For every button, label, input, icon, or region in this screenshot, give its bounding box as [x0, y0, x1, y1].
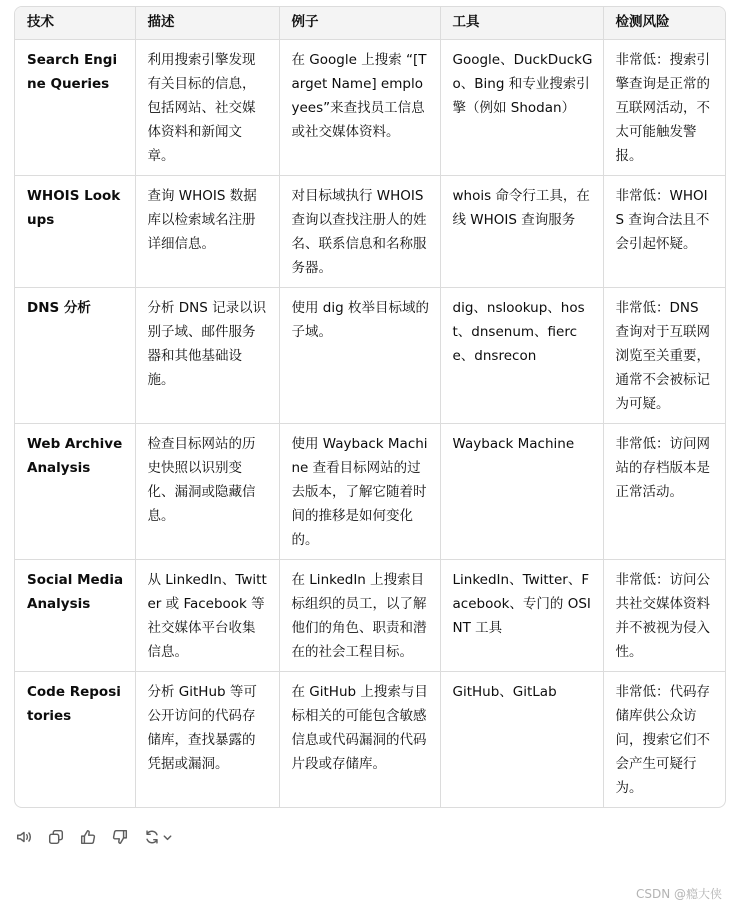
example-cell: 使用 Wayback Machine 查看目标网站的过去版本，了解它随着时间的推移是如何变化的。 — [279, 424, 440, 560]
risk-cell: 非常低：访问公共社交媒体资料并不被视为侵入性。 — [603, 560, 725, 672]
copy-button[interactable] — [46, 827, 66, 847]
read-aloud-button[interactable] — [14, 827, 34, 847]
technique-cell: Web Archive Analysis — [15, 424, 135, 560]
tools-cell: whois 命令行工具，在线 WHOIS 查询服务 — [440, 176, 603, 288]
description-cell: 分析 DNS 记录以识别子域、邮件服务器和其他基础设施。 — [135, 288, 279, 424]
header-description: 描述 — [135, 7, 279, 40]
example-cell: 对目标域执行 WHOIS 查询以查找注册人的姓名、联系信息和名称服务器。 — [279, 176, 440, 288]
table-row — [15, 672, 725, 808]
chevron-down-icon — [162, 832, 173, 843]
description-cell: 分析 GitHub 等可公开访问的代码存储库，查找暴露的凭据或漏洞。 — [135, 672, 279, 808]
copy-icon — [47, 828, 65, 846]
risk-cell: 非常低：WHOIS 查询合法且不会引起怀疑。 — [603, 176, 725, 288]
watermark: CSDN @瘾大侠 — [635, 887, 722, 901]
technique-cell: Search Engine Queries — [15, 40, 135, 176]
thumbs-down-button[interactable] — [110, 827, 130, 847]
example-cell: 在 GitHub 上搜索与目标相关的可能包含敏感信息或代码漏洞的代码片段或存储库。 — [279, 672, 440, 808]
table-header-row — [15, 7, 725, 40]
table-row — [15, 288, 725, 424]
thumbs-up-icon — [79, 828, 97, 846]
message-action-bar — [14, 826, 174, 848]
table-row — [15, 560, 725, 672]
description-cell: 利用搜索引擎发现有关目标的信息，包括网站、社交媒体资料和新闻文章。 — [135, 40, 279, 176]
header-example: 例子 — [279, 7, 440, 40]
osint-techniques-table — [15, 7, 725, 807]
description-cell: 检查目标网站的历史快照以识别变化、漏洞或隐藏信息。 — [135, 424, 279, 560]
description-cell: 查询 WHOIS 数据库以检索域名注册详细信息。 — [135, 176, 279, 288]
regenerate-icon — [143, 828, 161, 846]
osint-table-container — [14, 6, 726, 808]
risk-cell: 非常低：搜索引擎查询是正常的互联网活动，不太可能触发警报。 — [603, 40, 725, 176]
tools-cell: dig、nslookup、host、dnsenum、fierce、dnsrecon — [440, 288, 603, 424]
tools-cell: LinkedIn、Twitter、Facebook、专门的 OSINT 工具 — [440, 560, 603, 672]
technique-cell: WHOIS Lookups — [15, 176, 135, 288]
tools-cell: Wayback Machine — [440, 424, 603, 560]
thumbs-up-button[interactable] — [78, 827, 98, 847]
example-cell: 在 Google 上搜索 “[Target Name] employees”来查找员工信息或社交媒体资料。 — [279, 40, 440, 176]
example-cell: 使用 dig 枚举目标域的子域。 — [279, 288, 440, 424]
technique-cell: DNS 分析 — [15, 288, 135, 424]
risk-cell: 非常低：DNS 查询对于互联网浏览至关重要，通常不会被标记为可疑。 — [603, 288, 725, 424]
read-aloud-icon — [15, 828, 33, 846]
regenerate-button[interactable] — [142, 827, 174, 847]
technique-cell: Social Media Analysis — [15, 560, 135, 672]
example-cell: 在 LinkedIn 上搜索目标组织的员工，以了解他们的角色、职责和潜在的社会工程目标。 — [279, 560, 440, 672]
header-technique: 技术 — [15, 7, 135, 40]
tools-cell: Google、DuckDuckGo、Bing 和专业搜索引擎（例如 Shodan） — [440, 40, 603, 176]
technique-cell: Code Repositories — [15, 672, 135, 808]
table-row — [15, 176, 725, 288]
header-detection-risk: 检测风险 — [603, 7, 725, 40]
risk-cell: 非常低：代码存储库供公众访问，搜索它们不会产生可疑行为。 — [615, 684, 710, 796]
tools-cell: GitHub、GitLab — [440, 672, 603, 808]
risk-cell: 非常低：访问网站的存档版本是正常活动。 — [603, 424, 725, 560]
thumbs-down-icon — [111, 828, 129, 846]
header-tools: 工具 — [440, 7, 603, 40]
description-cell: 从 LinkedIn、Twitter 或 Facebook 等社交媒体平台收集信息。 — [135, 560, 279, 672]
table-row — [15, 40, 725, 176]
table-row — [15, 424, 725, 560]
